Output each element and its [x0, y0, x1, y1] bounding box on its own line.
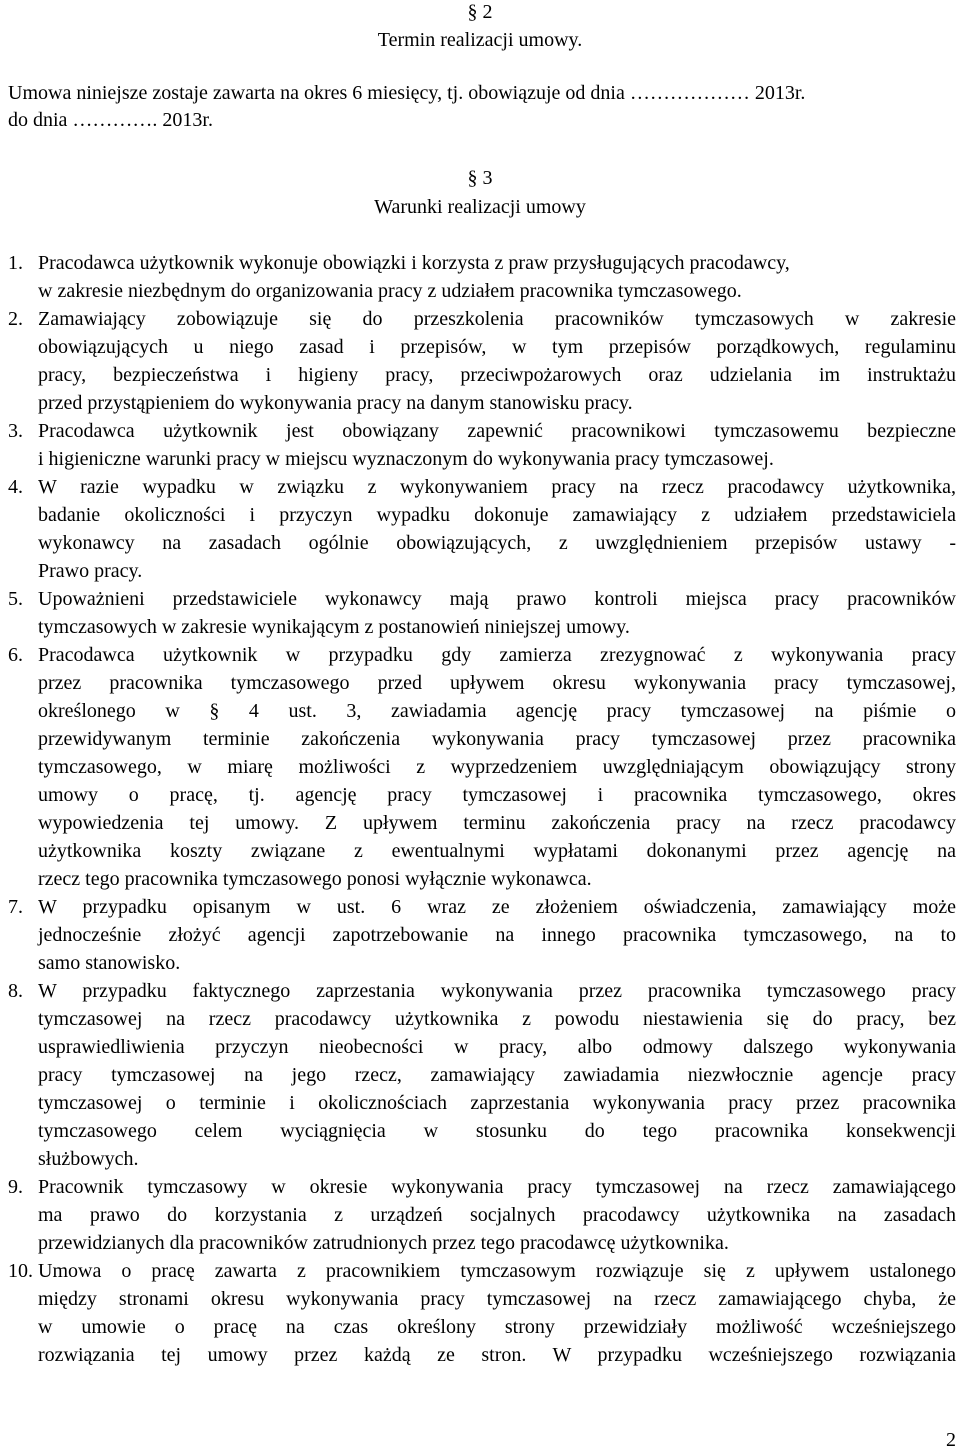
- item-1-line-2: w zakresie niezbędnym do organizowania pracy z udziałem pracownika tymczasowego.: [38, 280, 742, 302]
- item-7-line-1: W przypadku opisanym w ust. 6 wraz ze złożeniem oświadczenia, zamawiający może: [38, 896, 956, 918]
- item-5-line-2: tymczasowych w zakresie wynikającym z postanowień niniejszej umowy.: [38, 616, 630, 638]
- item-7-line-2: jednocześnie złożyć agencji zapotrzebowanie na innego pracownika tymczasowego, na to: [38, 924, 956, 946]
- item-4-number: 4.: [8, 476, 23, 498]
- item-6-line-9: rzecz tego pracownika tymczasowego ponosi wyłącznie wykonawca.: [38, 868, 592, 890]
- item-9-number: 9.: [8, 1176, 23, 1198]
- section-2-title: Termin realizacji umowy.: [377, 29, 583, 51]
- item-6-line-4: przewidywanym terminie zakończenia wykonywania pracy tymczasowej przez pracownika: [38, 728, 956, 750]
- item-2-line-3: pracy, bezpieczeństwa i higieny pracy, przeciwpożarowych oraz udzielania im instruktażu: [38, 364, 956, 386]
- item-9-line-2: ma prawo do korzystania z urządzeń socjalnych pracodawcy użytkownika na zasadach: [38, 1204, 956, 1226]
- item-6-line-6: umowy o pracę, tj. agencję pracy tymczasowej i pracownika tymczasowego, okres: [38, 784, 956, 806]
- item-9-line-3: przewidzianych dla pracowników zatrudnionych przez tego pracodawcę użytkownika.: [38, 1232, 729, 1254]
- section-3-number: § 3: [467, 167, 493, 189]
- section-3-title: Warunki realizacji umowy: [374, 196, 586, 218]
- item-4-line-3: wykonawcy na zasadach ogólnie obowiązujących, z uwzględnieniem przepisów ustawy -: [38, 532, 956, 554]
- item-10-line-4: rozwiązania tej umowy przez każdą ze stron. W przypadku wcześniejszego rozwiązania: [38, 1344, 956, 1366]
- item-1-line-1: Pracodawca użytkownik wykonuje obowiązki i korzysta z praw przysługujących pracodawcy,: [38, 252, 790, 274]
- item-2-line-1: Zamawiający zobowiązuje się do przeszkolenia pracowników tymczasowych w zakresie: [38, 308, 956, 330]
- item-1-number: 1.: [8, 252, 23, 274]
- item-8-line-4: pracy tymczasowej na jego rzecz, zamawiający zawiadamia niezwłocznie agencje pracy: [38, 1064, 956, 1086]
- item-10-line-3: w umowie o pracę na czas określony strony przewidziały możliwość wcześniejszego: [38, 1316, 956, 1338]
- item-4-line-2: badanie okoliczności i przyczyn wypadku dokonuje zamawiający z udziałem przedstawiciela: [38, 504, 956, 526]
- item-6-number: 6.: [8, 644, 23, 666]
- item-9-line-1: Pracownik tymczasowy w okresie wykonywania pracy tymczasowej na rzecz zamawiającego: [38, 1176, 956, 1198]
- item-2-line-2: obowiązujących u niego zasad i przepisów, w tym przepisów porządkowych, regulaminu: [38, 336, 956, 358]
- item-6-line-7: wypowiedzenia tej umowy. Z upływem terminu zakończenia pracy na rzecz pracodawcy: [38, 812, 956, 834]
- item-2-number: 2.: [8, 308, 23, 330]
- item-4-line-4: Prawo pracy.: [38, 560, 143, 582]
- item-6-line-2: przez pracownika tymczasowego przed upływem okresu wykonywania pracy tymczasowej,: [38, 672, 956, 694]
- item-3-line-1: Pracodawca użytkownik jest obowiązany zapewnić pracownikowi tymczasowemu bezpieczne: [38, 420, 956, 442]
- item-5-number: 5.: [8, 588, 23, 610]
- item-6-line-5: tymczasowego, w miarę możliwości z wyprzedzeniem uwzględniającym obowiązujący strony: [38, 756, 956, 778]
- item-7-number: 7.: [8, 896, 23, 918]
- item-7-line-3: samo stanowisko.: [38, 952, 181, 974]
- item-3-line-2: i higieniczne warunki pracy w miejscu wyznaczonym do wykonywania pracy tymczasowej.: [38, 448, 774, 470]
- item-8-line-7: służbowych.: [38, 1148, 139, 1170]
- item-2-line-4: przed przystąpieniem do wykonywania pracy na danym stanowisku pracy.: [38, 392, 633, 414]
- item-8-line-3: usprawiedliwienia przyczyn nieobecności w pracy, albo odmowy dalszego wykonywania: [38, 1036, 956, 1058]
- item-4-line-1: W razie wypadku w związku z wykonywaniem pracy na rzecz pracodawcy użytkownika,: [38, 476, 956, 498]
- intro-line-2: do dnia …………. 2013r.: [8, 109, 213, 131]
- item-8-number: 8.: [8, 980, 23, 1002]
- item-8-line-2: tymczasowej na rzecz pracodawcy użytkownika z powodu niestawienia się do pracy, bez: [38, 1008, 956, 1030]
- item-3-number: 3.: [8, 420, 23, 442]
- section-2-number: § 2: [467, 1, 493, 23]
- item-8-line-5: tymczasowej o terminie i okolicznościach zaprzestania wykonywania pracy przez pracownika: [38, 1092, 956, 1114]
- intro-line-1: Umowa niniejsze zostaje zawarta na okres 6 miesięcy, tj. obowiązuje od dnia ……………… 2013r.: [8, 82, 806, 104]
- item-10-line-2: między stronami okresu wykonywania pracy tymczasowej na rzecz zamawiającego chyba, że: [38, 1288, 956, 1310]
- item-6-line-1: Pracodawca użytkownik w przypadku gdy zamierza zrezygnować z wykonywania pracy: [38, 644, 956, 666]
- page-number: 2: [946, 1429, 956, 1451]
- item-6-line-8: użytkownika koszty związane z ewentualnymi wypłatami dokonanymi przez agencję na: [38, 840, 956, 862]
- item-8-line-1: W przypadku faktycznego zaprzestania wykonywania przez pracownika tymczasowego pracy: [38, 980, 956, 1002]
- item-10-line-1: Umowa o pracę zawarta z pracownikiem tymczasowym rozwiązuje się z upływem ustalonego: [38, 1260, 956, 1282]
- item-10-number: 10.: [8, 1260, 33, 1282]
- item-6-line-3: określonego w § 4 ust. 3, zawiadamia agencję pracy tymczasowej na piśmie o: [38, 700, 956, 722]
- item-8-line-6: tymczasowego celem wyciągnięcia w stosunku do tego pracownika konsekwencji: [38, 1120, 956, 1142]
- item-5-line-1: Upoważnieni przedstawiciele wykonawcy mają prawo kontroli miejsca pracy pracowników: [38, 588, 956, 610]
